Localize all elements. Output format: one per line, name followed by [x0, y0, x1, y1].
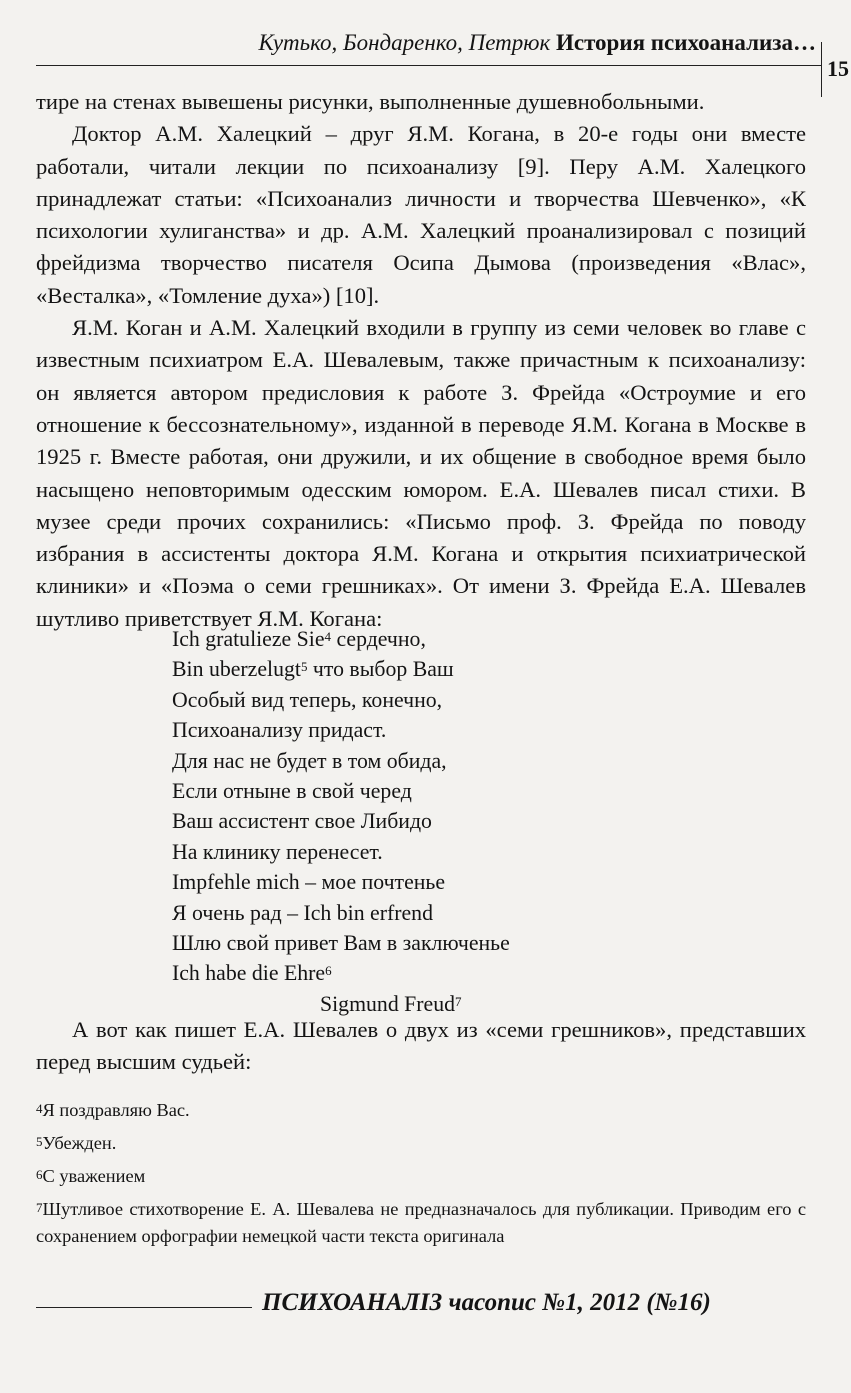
poem-line: Если отныне в свой черед [172, 779, 412, 804]
footnote-ref: 6 [325, 963, 332, 979]
header-rule [36, 65, 822, 66]
poem-line: Impfehle mich – мое почтенье [172, 870, 446, 895]
footer-rule [36, 1307, 252, 1308]
poem [172, 624, 732, 1019]
journal-footer: ПСИХОАНАЛІЗ часопис №1, 2012 (№16) [262, 1289, 711, 1316]
footnote-ref: 5 [300, 659, 308, 675]
poem-line: Особый вид теперь, конечно, [172, 687, 443, 712]
poem-signature: Sigmund Freud$^7$ [320, 991, 462, 1016]
poem-line: На клинику перенесет. [172, 839, 383, 864]
poem-line: Ich habe die Ehre$^6$ [172, 961, 332, 986]
poem-line: Ich gratulieze Sie$^4$ сердечно, [172, 627, 426, 651]
paragraph-3: Я.М. Коган и А.М. Халецкий входили в группу из семи человек во главе с известным психиатром Е.А. Шевалевым, также причастным к психоанализу: он является автором предисловия к работе З. Фрейда «Остроумие и его отношение к бессознательному», изданной в переводе Я.М. Когана в Москве в 1925 г. Вместе работая, они дружили, и их общение в свободное время было насыщено неповторимым одесским юмором. Е.А. Шевалев писал стихи. В музее среди прочих сохранились: «Письмо проф. З. Фрейда по поводу избрания в ассистенты доктора Я.М. Когана и открытия психиатрической клиники» и «Поэма о семи грешниках». От имени З. Фрейда Е.А. Шевалев шутливо приветствует Я.М. Когана: [36, 315, 806, 631]
closing-paragraph: А вот как пишет Е.А. Шевалев о двух из «семи грешников», представших перед высшим судьей: [36, 1017, 806, 1075]
footnote: $^5$Убежден. [36, 1133, 117, 1153]
closing-text [36, 1014, 806, 1079]
poem-line: Bin uberzelugt$^5$ что выбор Ваш [172, 657, 454, 682]
footnote: $^4$Я поздравляю Вас. [36, 1100, 190, 1120]
poem-line: Ваш ассистент свое Либидо [172, 809, 432, 834]
poem-line: Я очень рад – Ich bin erfrend [172, 900, 433, 925]
paragraph-1: тире на стенах вывешены рисунки, выполненные душевнобольными. [36, 89, 705, 114]
footnote-ref: 4 [324, 629, 332, 644]
poem-line: Психоанализу придаст. [172, 718, 387, 743]
main-text [36, 86, 806, 635]
header-title: История психоанализа… [555, 30, 816, 55]
running-header [36, 30, 816, 56]
poem-line: Для нас не будет в том обида, [172, 748, 447, 773]
footnotes [36, 1097, 806, 1256]
paragraph-2: Доктор А.М. Халецкий – друг Я.М. Когана, в 20-е годы они вместе работали, читали лекции по психоанализу [9]. Перу А.М. Халецкого принадлежат статьи: «Психоанализ личности и творчества Шевченко», «К психологии хулиганства» и др. А.М. Халецкий проанализировал с позиций фрейдизма творчество писателя Осипа Дымова (произведения «Влас», «Весталка», «Томление духа») [10]. [36, 121, 806, 308]
footnote: $^7$Шутливое стихотворение Е. А. Шевалева не предназначалось для публикации. Приводим его с сохранением орфографии немецкой части текста оригинала [36, 1199, 806, 1246]
footnote-ref: 7 [455, 993, 462, 1009]
page-number: 15 [827, 56, 849, 81]
header-authors: Кутько, Бондаренко, Петрюк [258, 30, 551, 55]
poem-line: Шлю свой привет Вам в заключенье [172, 931, 510, 956]
footnote: $^6$С уважением [36, 1166, 146, 1186]
page-number-divider [821, 42, 822, 97]
